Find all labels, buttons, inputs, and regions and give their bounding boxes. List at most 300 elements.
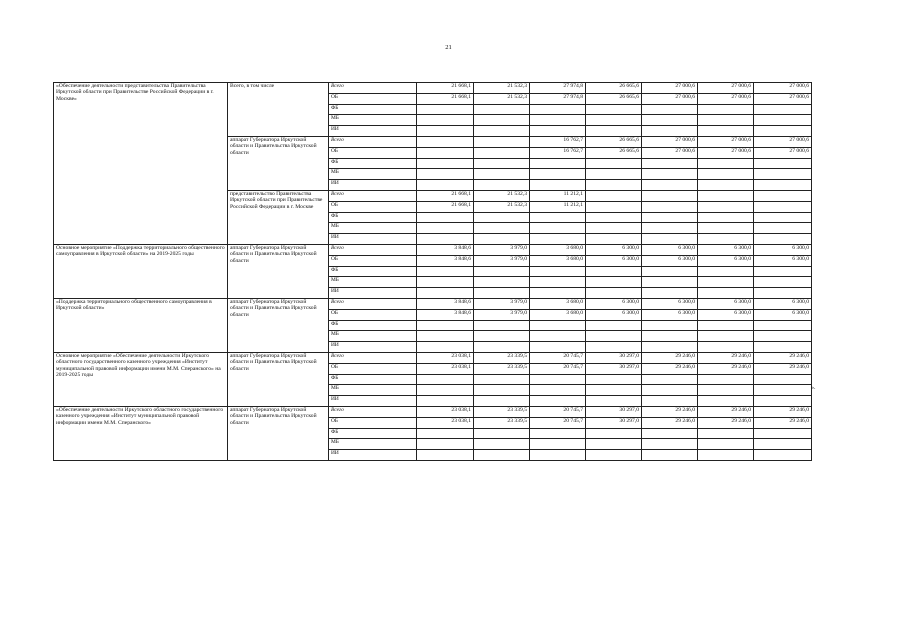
amount-cell: 23 339,5 <box>474 417 530 428</box>
amount-cell <box>754 277 812 288</box>
amount-cell <box>642 396 698 407</box>
executor-cell: аппарат Губернатора Иркутской области и Правительства Иркутской области <box>228 352 329 406</box>
amount-cell <box>586 396 642 407</box>
table-row <box>54 406 812 417</box>
amount-cell <box>698 223 754 234</box>
amount-cell: 6 300,0 <box>586 298 642 309</box>
funding-source-cell: ФБ <box>329 266 417 277</box>
amount-cell <box>586 126 642 137</box>
amount-cell: 21 668,1 <box>417 83 474 94</box>
amount-cell <box>530 104 586 115</box>
amount-cell: 21 532,3 <box>474 190 530 201</box>
amount-cell <box>698 180 754 191</box>
amount-cell <box>642 234 698 245</box>
budget-table <box>53 82 812 461</box>
amount-cell <box>586 277 642 288</box>
amount-cell <box>586 223 642 234</box>
funding-source-cell: Всего <box>329 244 417 255</box>
amount-cell <box>698 158 754 169</box>
amount-cell <box>642 450 698 461</box>
amount-cell <box>754 331 812 342</box>
amount-cell: 3 680,0 <box>530 309 586 320</box>
amount-cell <box>698 320 754 331</box>
amount-cell <box>586 374 642 385</box>
amount-cell <box>586 266 642 277</box>
amount-cell <box>642 439 698 450</box>
amount-cell: 29 246,0 <box>754 417 812 428</box>
amount-cell <box>642 266 698 277</box>
amount-cell <box>586 104 642 115</box>
funding-source-cell: ИИ <box>329 450 417 461</box>
amount-cell: 6 300,0 <box>754 255 812 266</box>
amount-cell: 3 848,6 <box>417 298 474 309</box>
amount-cell: 27 000,6 <box>642 147 698 158</box>
funding-source-cell: ИИ <box>329 180 417 191</box>
amount-cell <box>530 374 586 385</box>
amount-cell: 3 979,0 <box>474 309 530 320</box>
activity-name-cell: «Поддержка территориального общественного самоуправления в Иркутской области» <box>54 298 228 352</box>
amount-cell <box>417 158 474 169</box>
amount-cell: 23 038,1 <box>417 406 474 417</box>
amount-cell <box>417 450 474 461</box>
amount-cell <box>754 126 812 137</box>
amount-cell: 20 745,7 <box>530 406 586 417</box>
amount-cell <box>417 212 474 223</box>
amount-cell: 27 000,6 <box>754 147 812 158</box>
funding-source-cell: ОБ <box>329 417 417 428</box>
funding-source-cell: ФБ <box>329 374 417 385</box>
amount-cell: 3 848,6 <box>417 244 474 255</box>
amount-cell <box>474 374 530 385</box>
amount-cell <box>754 115 812 126</box>
amount-cell: 26 665,6 <box>586 147 642 158</box>
amount-cell: 6 300,0 <box>586 255 642 266</box>
amount-cell <box>417 320 474 331</box>
amount-cell <box>474 169 530 180</box>
activity-name-cell: «Обеспечение деятельности представительства Правительства Иркутской области при Правительстве Российской Федерации в г. Москве» <box>54 83 228 245</box>
amount-cell <box>530 234 586 245</box>
amount-cell <box>754 450 812 461</box>
amount-cell: 29 246,0 <box>698 406 754 417</box>
amount-cell <box>642 428 698 439</box>
amount-cell: 6 300,0 <box>642 255 698 266</box>
funding-source-cell: ФБ <box>329 158 417 169</box>
amount-cell <box>530 288 586 299</box>
amount-cell <box>642 126 698 137</box>
amount-cell <box>754 428 812 439</box>
amount-cell: 21 532,3 <box>474 201 530 212</box>
amount-cell <box>417 234 474 245</box>
amount-cell <box>642 212 698 223</box>
amount-cell: 23 339,5 <box>474 363 530 374</box>
amount-cell <box>586 201 642 212</box>
page-number: 21 <box>445 44 452 51</box>
amount-cell <box>754 212 812 223</box>
amount-cell <box>474 331 530 342</box>
amount-cell <box>754 223 812 234</box>
funding-source-cell: ОБ <box>329 363 417 374</box>
amount-cell <box>586 342 642 353</box>
amount-cell <box>474 396 530 407</box>
funding-source-cell: ОБ <box>329 201 417 212</box>
funding-source-cell: ИИ <box>329 288 417 299</box>
amount-cell: 3 848,6 <box>417 255 474 266</box>
amount-cell <box>698 201 754 212</box>
amount-cell <box>530 277 586 288</box>
amount-cell <box>586 115 642 126</box>
amount-cell <box>474 158 530 169</box>
table-row <box>54 298 812 309</box>
amount-cell <box>474 223 530 234</box>
amount-cell: 27 000,6 <box>642 93 698 104</box>
amount-cell <box>530 439 586 450</box>
amount-cell <box>530 428 586 439</box>
amount-cell <box>530 180 586 191</box>
amount-cell: 27 000,6 <box>698 147 754 158</box>
amount-cell <box>698 115 754 126</box>
amount-cell: 3 979,0 <box>474 298 530 309</box>
amount-cell: 21 532,3 <box>474 93 530 104</box>
funding-source-cell: ИИ <box>329 126 417 137</box>
amount-cell <box>698 385 754 396</box>
amount-cell: 29 246,0 <box>698 417 754 428</box>
activity-name-cell: Основное мероприятие «Обеспечение деятельности Иркутского областного государственного казенного учреждения «Институт муниципальной правовой информации имени М.М. Сперанского» на 2019-2025 годы <box>54 352 228 406</box>
funding-source-cell: ФБ <box>329 428 417 439</box>
amount-cell <box>530 331 586 342</box>
amount-cell <box>642 385 698 396</box>
amount-cell <box>698 450 754 461</box>
amount-cell <box>698 169 754 180</box>
amount-cell <box>474 342 530 353</box>
executor-cell: представительство Правительства Иркутской области при Правительстве Российской Федерации в г. Москве <box>228 190 329 244</box>
amount-cell: 6 300,0 <box>754 298 812 309</box>
amount-cell <box>474 212 530 223</box>
amount-cell <box>642 158 698 169</box>
amount-cell: 23 038,1 <box>417 363 474 374</box>
amount-cell <box>417 277 474 288</box>
amount-cell <box>754 201 812 212</box>
amount-cell <box>754 234 812 245</box>
amount-cell <box>474 266 530 277</box>
amount-cell <box>698 428 754 439</box>
amount-cell <box>417 385 474 396</box>
amount-cell <box>530 342 586 353</box>
amount-cell: 29 246,0 <box>754 363 812 374</box>
amount-cell: 3 680,0 <box>530 298 586 309</box>
amount-cell: 20 745,7 <box>530 363 586 374</box>
amount-cell: 6 300,0 <box>754 244 812 255</box>
amount-cell <box>586 320 642 331</box>
amount-cell <box>474 439 530 450</box>
amount-cell <box>530 396 586 407</box>
amount-cell: 23 038,1 <box>417 417 474 428</box>
amount-cell <box>586 331 642 342</box>
amount-cell <box>754 288 812 299</box>
amount-cell: 11 212,1 <box>530 190 586 201</box>
amount-cell: 6 300,0 <box>642 298 698 309</box>
amount-cell: 23 038,1 <box>417 352 474 363</box>
amount-cell <box>642 169 698 180</box>
amount-cell: 26 665,6 <box>586 83 642 94</box>
amount-cell <box>642 104 698 115</box>
funding-source-cell: Всего <box>329 352 417 363</box>
funding-source-cell: МБ <box>329 223 417 234</box>
amount-cell <box>474 126 530 137</box>
amount-cell <box>698 266 754 277</box>
amount-cell: 27 000,6 <box>642 136 698 147</box>
amount-cell <box>417 223 474 234</box>
amount-cell <box>754 320 812 331</box>
amount-cell: 27 000,6 <box>698 83 754 94</box>
funding-source-cell: ОБ <box>329 93 417 104</box>
table-row <box>54 244 812 255</box>
amount-cell <box>417 288 474 299</box>
executor-cell: аппарат Губернатора Иркутской области и Правительства Иркутской области <box>228 406 329 460</box>
amount-cell: 27 974,8 <box>530 93 586 104</box>
amount-cell <box>474 104 530 115</box>
amount-cell <box>417 126 474 137</box>
executor-cell: аппарат Губернатора Иркутской области и Правительства Иркутской области <box>228 298 329 352</box>
amount-cell <box>586 428 642 439</box>
amount-cell: 3 979,0 <box>474 255 530 266</box>
amount-cell: 23 339,5 <box>474 406 530 417</box>
amount-cell: 30 297,0 <box>586 417 642 428</box>
amount-cell <box>474 320 530 331</box>
amount-cell: 20 745,7 <box>530 417 586 428</box>
amount-cell <box>417 428 474 439</box>
funding-source-cell: ИИ <box>329 342 417 353</box>
activity-name-cell: «Обеспечение деятельности Иркутского областного государственного казенного учреждения «Институт муниципальной правовой информации имени М.М. Сперанского» <box>54 406 228 460</box>
amount-cell: 30 297,0 <box>586 352 642 363</box>
funding-source-cell: ФБ <box>329 104 417 115</box>
amount-cell <box>754 396 812 407</box>
amount-cell <box>417 115 474 126</box>
amount-cell <box>417 169 474 180</box>
amount-cell <box>698 234 754 245</box>
amount-cell <box>417 266 474 277</box>
amount-cell: 30 297,0 <box>586 406 642 417</box>
amount-cell <box>530 223 586 234</box>
table-row <box>54 352 812 363</box>
amount-cell <box>417 180 474 191</box>
activity-name-cell: Основное мероприятие «Поддержка территориального общественного самоуправления в Иркутской области» на 2019-2025 годы <box>54 244 228 298</box>
amount-cell <box>474 115 530 126</box>
amount-cell <box>530 212 586 223</box>
amount-cell <box>474 136 530 147</box>
amount-cell: 6 300,0 <box>642 244 698 255</box>
amount-cell <box>698 288 754 299</box>
amount-cell <box>530 158 586 169</box>
amount-cell: 27 000,6 <box>754 136 812 147</box>
executor-cell: Всего, в том числе <box>228 83 329 137</box>
amount-cell <box>417 374 474 385</box>
amount-cell <box>754 342 812 353</box>
amount-cell <box>642 190 698 201</box>
amount-cell <box>754 104 812 115</box>
funding-source-cell: ФБ <box>329 320 417 331</box>
amount-cell <box>698 104 754 115</box>
amount-cell <box>642 115 698 126</box>
amount-cell: 27 000,6 <box>754 93 812 104</box>
funding-source-cell: ИИ <box>329 396 417 407</box>
amount-cell <box>586 288 642 299</box>
amount-cell: 29 246,0 <box>642 363 698 374</box>
amount-cell <box>417 136 474 147</box>
amount-cell: 29 246,0 <box>754 406 812 417</box>
amount-cell: 16 762,7 <box>530 147 586 158</box>
amount-cell: 3 680,0 <box>530 244 586 255</box>
funding-source-cell: Всего <box>329 406 417 417</box>
table-row <box>54 83 812 94</box>
amount-cell <box>586 212 642 223</box>
amount-cell <box>474 180 530 191</box>
amount-cell: 6 300,0 <box>698 298 754 309</box>
amount-cell <box>530 385 586 396</box>
amount-cell <box>530 115 586 126</box>
amount-cell <box>698 212 754 223</box>
amount-cell <box>754 180 812 191</box>
amount-cell <box>698 277 754 288</box>
amount-cell <box>754 385 812 396</box>
amount-cell: 29 246,0 <box>698 363 754 374</box>
amount-cell <box>754 374 812 385</box>
funding-source-cell: ОБ <box>329 309 417 320</box>
amount-cell: 6 300,0 <box>754 309 812 320</box>
amount-cell <box>530 126 586 137</box>
amount-cell <box>474 147 530 158</box>
amount-cell <box>530 450 586 461</box>
amount-cell <box>698 439 754 450</box>
closing-mark: ». <box>811 385 816 391</box>
amount-cell: 3 680,0 <box>530 255 586 266</box>
funding-source-cell: ФБ <box>329 212 417 223</box>
amount-cell <box>417 396 474 407</box>
amount-cell <box>474 234 530 245</box>
amount-cell: 29 246,0 <box>698 352 754 363</box>
amount-cell: 6 300,0 <box>586 309 642 320</box>
amount-cell <box>586 439 642 450</box>
funding-source-cell: ИИ <box>329 234 417 245</box>
amount-cell <box>417 439 474 450</box>
amount-cell <box>417 104 474 115</box>
amount-cell <box>474 277 530 288</box>
amount-cell: 6 300,0 <box>586 244 642 255</box>
amount-cell <box>417 147 474 158</box>
amount-cell <box>754 169 812 180</box>
amount-cell: 21 668,1 <box>417 190 474 201</box>
amount-cell: 23 339,5 <box>474 352 530 363</box>
amount-cell: 27 000,6 <box>698 136 754 147</box>
amount-cell: 6 300,0 <box>642 309 698 320</box>
amount-cell: 21 668,1 <box>417 201 474 212</box>
funding-source-cell: ОБ <box>329 255 417 266</box>
amount-cell <box>474 288 530 299</box>
amount-cell: 27 974,8 <box>530 83 586 94</box>
amount-cell <box>642 180 698 191</box>
table-body <box>54 83 812 461</box>
amount-cell <box>698 342 754 353</box>
amount-cell <box>754 266 812 277</box>
amount-cell <box>474 428 530 439</box>
amount-cell <box>698 190 754 201</box>
amount-cell <box>642 201 698 212</box>
funding-source-cell: МБ <box>329 439 417 450</box>
amount-cell <box>530 169 586 180</box>
amount-cell: 16 762,7 <box>530 136 586 147</box>
amount-cell: 29 246,0 <box>642 406 698 417</box>
amount-cell: 29 246,0 <box>754 352 812 363</box>
amount-cell <box>417 342 474 353</box>
amount-cell <box>754 190 812 201</box>
amount-cell <box>530 320 586 331</box>
amount-cell: 11 212,1 <box>530 201 586 212</box>
amount-cell: 26 665,6 <box>586 93 642 104</box>
amount-cell <box>642 320 698 331</box>
amount-cell <box>474 450 530 461</box>
executor-cell: аппарат Губернатора Иркутской области и Правительства Иркутской области <box>228 136 329 190</box>
amount-cell <box>642 277 698 288</box>
amount-cell <box>698 374 754 385</box>
amount-cell: 6 300,0 <box>698 244 754 255</box>
amount-cell <box>698 396 754 407</box>
amount-cell <box>417 331 474 342</box>
amount-cell <box>586 169 642 180</box>
amount-cell <box>642 342 698 353</box>
amount-cell: 26 665,6 <box>586 136 642 147</box>
funding-source-cell: Всего <box>329 136 417 147</box>
amount-cell <box>586 385 642 396</box>
amount-cell: 21 532,3 <box>474 83 530 94</box>
amount-cell <box>586 190 642 201</box>
amount-cell: 27 000,6 <box>698 93 754 104</box>
executor-cell: аппарат Губернатора Иркутской области и Правительства Иркутской области <box>228 244 329 298</box>
amount-cell: 20 745,7 <box>530 352 586 363</box>
funding-source-cell: Всего <box>329 298 417 309</box>
amount-cell <box>642 374 698 385</box>
amount-cell <box>586 158 642 169</box>
amount-cell <box>642 288 698 299</box>
amount-cell <box>698 331 754 342</box>
funding-source-cell: МБ <box>329 277 417 288</box>
amount-cell <box>586 234 642 245</box>
funding-source-cell: Всего <box>329 190 417 201</box>
amount-cell <box>642 223 698 234</box>
funding-source-cell: МБ <box>329 331 417 342</box>
amount-cell <box>474 385 530 396</box>
amount-cell: 3 848,6 <box>417 309 474 320</box>
amount-cell <box>754 158 812 169</box>
amount-cell: 27 000,6 <box>754 83 812 94</box>
amount-cell: 21 668,1 <box>417 93 474 104</box>
amount-cell <box>642 331 698 342</box>
amount-cell: 29 246,0 <box>642 417 698 428</box>
amount-cell: 30 297,0 <box>586 363 642 374</box>
funding-source-cell: МБ <box>329 385 417 396</box>
amount-cell <box>698 126 754 137</box>
funding-source-cell: МБ <box>329 115 417 126</box>
funding-source-cell: ОБ <box>329 147 417 158</box>
amount-cell <box>586 450 642 461</box>
funding-source-cell: МБ <box>329 169 417 180</box>
amount-cell <box>530 266 586 277</box>
amount-cell <box>586 180 642 191</box>
amount-cell: 27 000,6 <box>642 83 698 94</box>
amount-cell: 29 246,0 <box>642 352 698 363</box>
amount-cell <box>754 439 812 450</box>
funding-source-cell: Всего <box>329 83 417 94</box>
amount-cell: 3 979,0 <box>474 244 530 255</box>
amount-cell: 6 300,0 <box>698 309 754 320</box>
